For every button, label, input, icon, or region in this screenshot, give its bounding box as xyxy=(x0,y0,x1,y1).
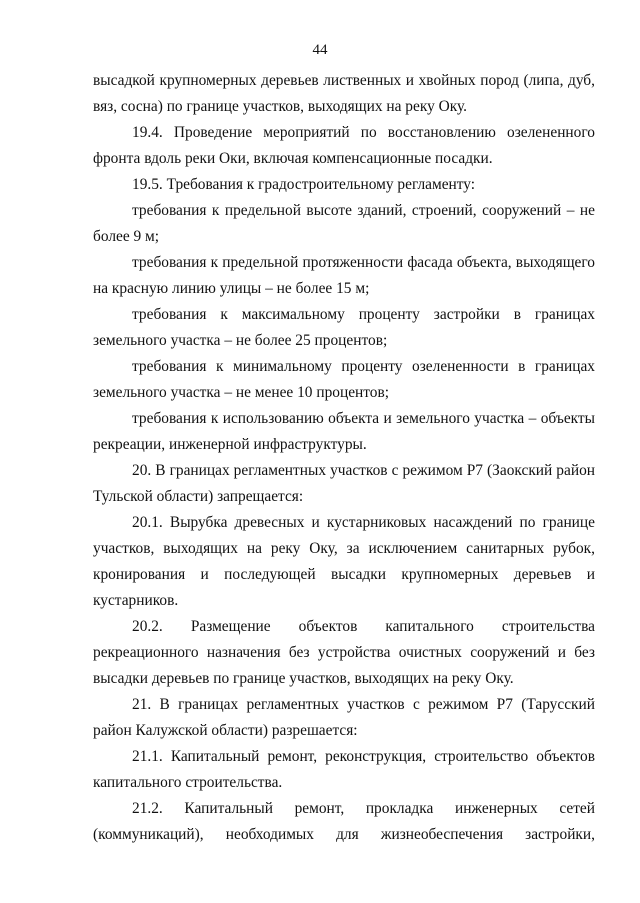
paragraph-20-2: 20.2. Размещение объектов капитального строительства рекреационного назначения без устройства очистных сооружений и без высадки деревьев по границе участков, выходящих на реку Оку. xyxy=(93,618,595,687)
paragraph-19-5: 19.5. Требования к градостроительному регламенту: xyxy=(132,176,476,193)
paragraph-21-1: 21.1. Капитальный ремонт, реконструкция, строительство объектов капитального строительства. xyxy=(93,748,595,791)
paragraph-21: 21. В границах регламентных участков с режимом Р7 (Тарусский район Калужской области) разрешается: xyxy=(93,696,595,739)
paragraph-continuation: высадкой крупномерных деревьев лиственных и хвойных пород (липа, дуб, вяз, сосна) по границе участков, выходящих на реку Оку. xyxy=(93,72,595,115)
requirement-land-use: требования к использованию объекта и земельного участка – объекты рекреации, инженерной инфраструктуры. xyxy=(93,410,595,453)
paragraph-20-1: 20.1. Вырубка древесных и кустарниковых насаждений по границе участков, выходящих на реку Оку, за исключением санитарных рубок, кронирования и последующей высадки крупномерных деревьев и кустарников. xyxy=(93,514,595,609)
requirement-min-green-percent: требования к минимальному проценту озелененности в границах земельного участка – не менее 10 процентов; xyxy=(93,358,595,401)
requirement-max-building-percent: требования к максимальному проценту застройки в границах земельного участка – не более 25 процентов; xyxy=(93,306,595,349)
paragraph-20: 20. В границах регламентных участков с режимом Р7 (Заокский район Тульской области) запрещается: xyxy=(93,462,595,505)
paragraph-19-4: 19.4. Проведение мероприятий по восстановлению озелененного фронта вдоль реки Оки, включая компенсационные посадки. xyxy=(93,124,595,167)
requirement-facade-length: требования к предельной протяженности фасада объекта, выходящего на красную линию улицы – не более 15 м; xyxy=(93,254,595,297)
page-number: 44 xyxy=(312,42,328,58)
document-body xyxy=(93,68,595,848)
requirement-height: требования к предельной высоте зданий, строений, сооружений – не более 9 м; xyxy=(93,202,595,245)
paragraph-21-2: 21.2. Капитальный ремонт, прокладка инженерных сетей (коммуникаций), необходимых для жизнеобеспечения застройки, xyxy=(93,800,595,843)
